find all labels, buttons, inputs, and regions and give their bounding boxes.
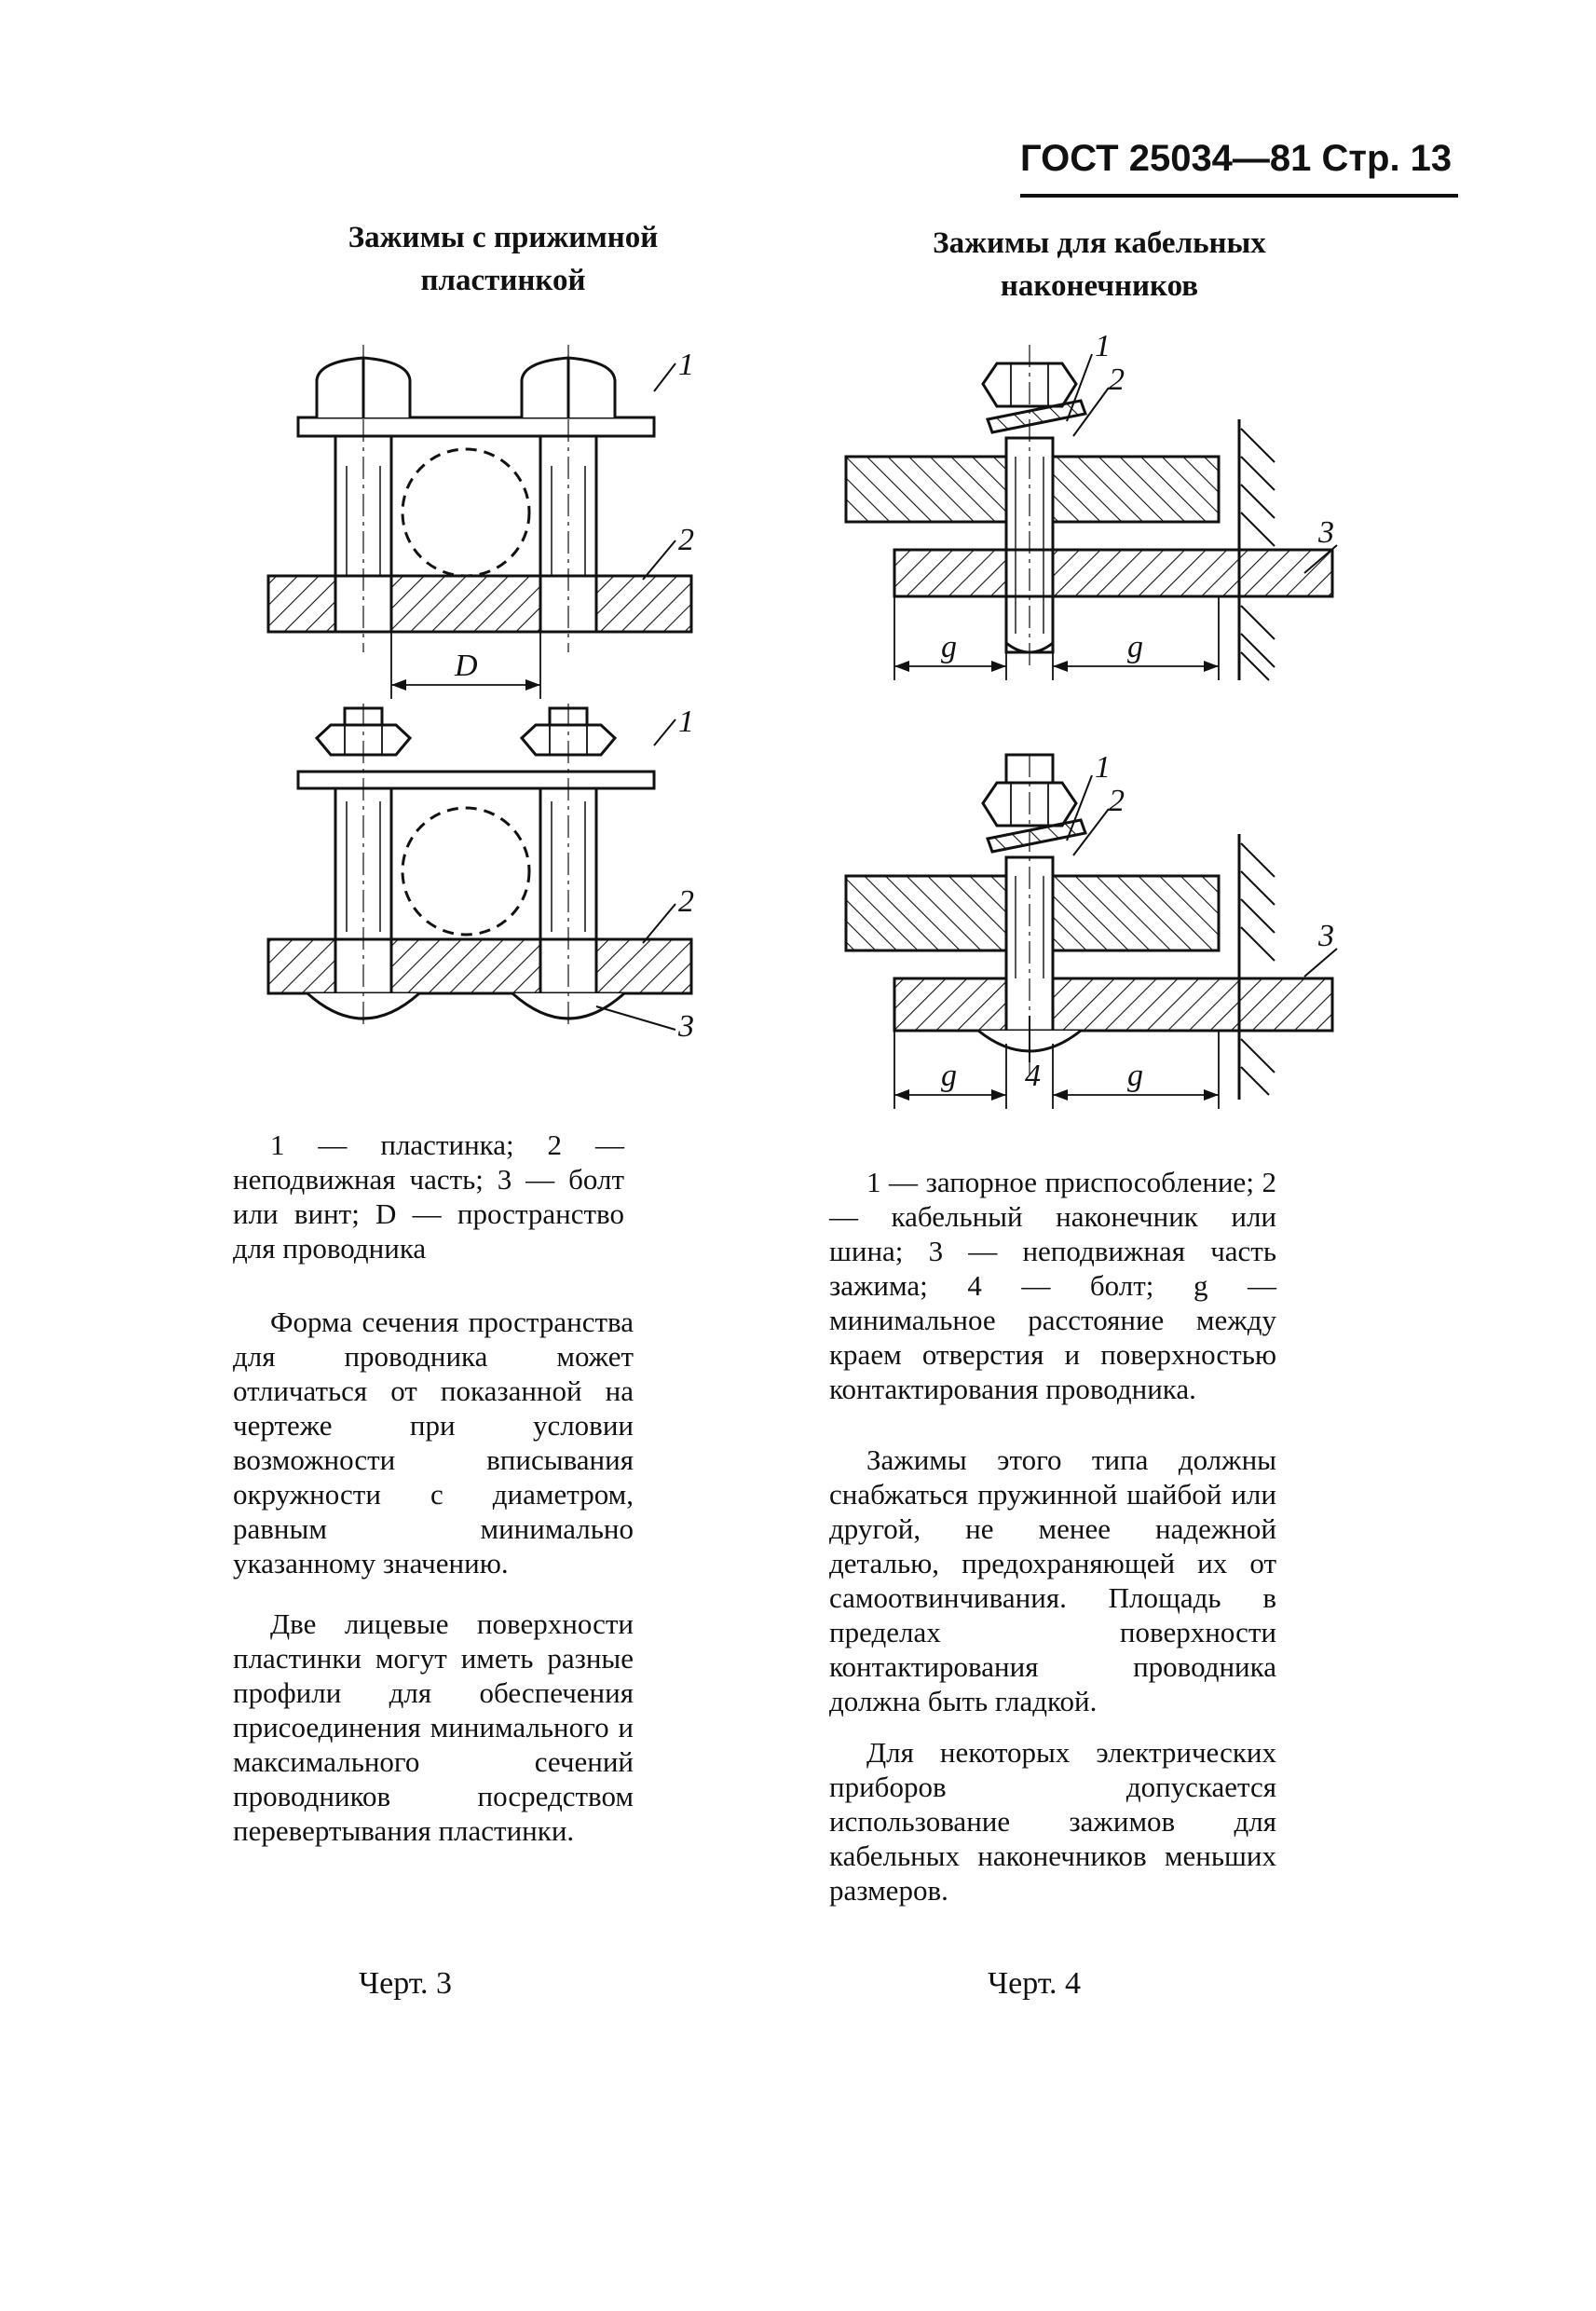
label-1-upper: 1 [1095, 335, 1111, 363]
conductor-circle-bottom [402, 808, 529, 935]
label-D: D [455, 649, 478, 683]
label-3-upper: 3 [1318, 515, 1334, 550]
left-title-line2: пластинкой [420, 264, 586, 297]
right-paragraph-2: Для некоторых электрических приборов допускается использование зажимов для кабельных наконечников меньших размеров. [829, 1736, 1276, 1907]
plate-bottom [298, 772, 654, 788]
fixed-part-upper [894, 550, 1332, 596]
right-title-line2: наконечников [1000, 269, 1199, 303]
label-2-top: 2 [678, 523, 694, 557]
caption-chert-4: Черт. 4 [988, 1966, 1082, 2001]
right-title [857, 222, 1342, 308]
fixed-part-lower [894, 978, 1332, 1031]
left-legend: 1 — пластинка; 2 — неподвижная часть; 3 — болт или винт; D — пространство для проводника [233, 1128, 624, 1265]
label-4-lower: 4 [1025, 1059, 1041, 1093]
label-g-lower-right: g [1127, 1059, 1143, 1093]
label-2-bottom: 2 [678, 884, 694, 919]
label-3-bottom: 3 [678, 1009, 694, 1044]
label-1-top: 1 [678, 348, 694, 382]
label-1-lower: 1 [1095, 750, 1111, 785]
conductor-circle-top [402, 449, 529, 576]
label-2-lower: 2 [1109, 784, 1125, 818]
left-paragraph-1: Форма сечения пространства для проводника может отличаться от показанной на чертеже при условии возможности вписывания окружности с диаметром, равным минимально указанному значению. [233, 1306, 634, 1579]
label-g-upper-right: g [1127, 630, 1143, 664]
label-1-bottom: 1 [678, 704, 694, 739]
caption-chert-3: Черт. 3 [359, 1966, 453, 2001]
left-title [242, 216, 764, 302]
right-title-line1: Зажимы для кабельных [933, 226, 1266, 260]
fixed-part-bottom [268, 939, 691, 993]
plate-top [298, 417, 654, 436]
label-g-lower-left: g [941, 1059, 957, 1093]
right-legend: 1 — запорное приспособление; 2 — кабельный наконечник или шина; 3 — неподвижная часть зажима; 4 — болт; g — минимальное расстояние между краем отверстия и поверхностью контактирования проводника. [829, 1166, 1276, 1405]
label-2-upper: 2 [1109, 362, 1125, 397]
left-paragraph-2: Две лицевые поверхности пластинки могут иметь разные профили для обеспечения присоединения минимального и максимального сечений проводников посредством перевертывания пластинки. [233, 1607, 634, 1847]
figure-3-drawing [242, 335, 727, 1072]
right-paragraph-1: Зажимы этого типа должны снабжаться пружинной шайбой или другой, не менее надежной деталью, предохраняющей их от самоотвинчивания. Площадь в пределах поверхности контактирования проводника должна быть гладкой. [829, 1443, 1276, 1717]
figure-4-drawing [829, 335, 1351, 1109]
left-title-line1: Зажимы с прижимной [348, 221, 659, 254]
label-g-upper-left: g [941, 630, 957, 664]
page-header: ГОСТ 25034—81 Стр. 13 [1020, 138, 1458, 198]
label-3-lower: 3 [1318, 919, 1334, 953]
fixed-part-top [268, 576, 691, 632]
